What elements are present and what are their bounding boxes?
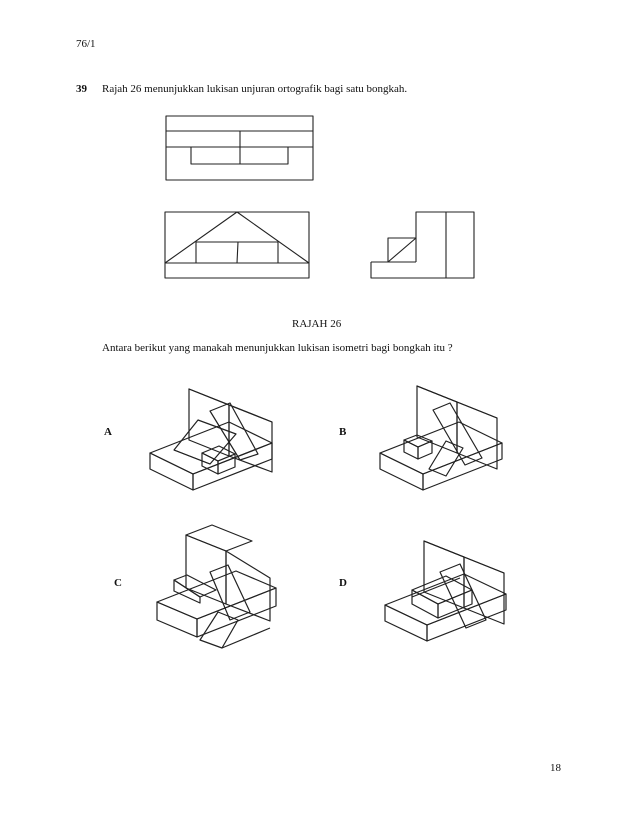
option-c-label[interactable]: C [114,577,122,589]
option-d-label[interactable]: D [339,577,347,589]
figure-caption: RAJAH 26 [292,318,342,330]
paper-code: 76/1 [76,38,96,50]
option-a-label[interactable]: A [104,426,112,438]
page-number: 18 [550,762,561,774]
option-a-drawing[interactable] [150,389,272,490]
option-c-drawing[interactable] [157,525,276,648]
option-b-label[interactable]: B [339,426,347,438]
question-text: Rajah 26 menunjukkan lukisan unjuran ortografik bagi satu bongkah. [102,83,408,95]
question-prompt: Antara berikut yang manakah menunjukkan lukisan isometri bagi bongkah itu ? [102,342,453,354]
option-b-drawing[interactable] [380,386,502,490]
option-d-drawing[interactable] [385,541,506,641]
question-number: 39 [76,83,87,95]
